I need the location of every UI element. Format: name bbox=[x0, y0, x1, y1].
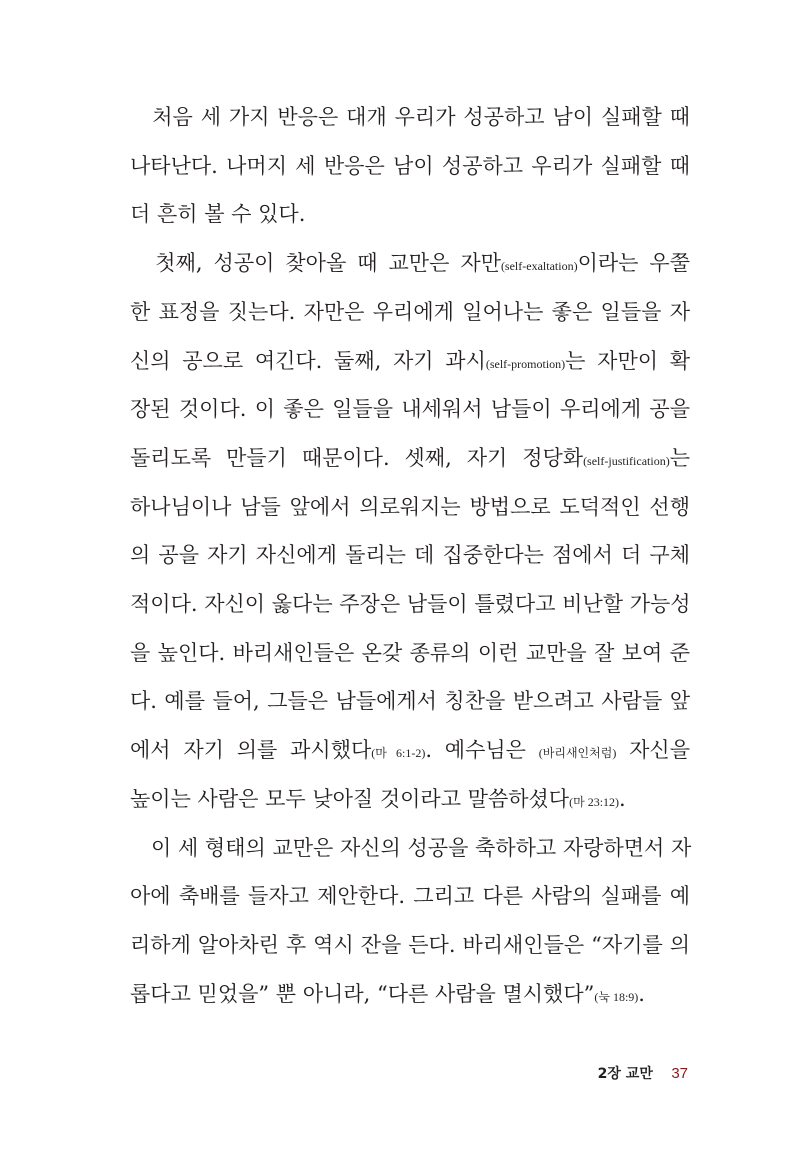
text-segment: 신의 공으로 여긴다. 둘째, 자기 과시 bbox=[130, 348, 486, 373]
citation: (마 23:12) bbox=[569, 794, 620, 809]
text-segment: 아에 축배를 들자고 제안한다. 그리고 다른 사람의 실패를 예 bbox=[130, 884, 690, 909]
text-segment: 의 공을 자기 자신에게 돌리는 데 집중한다는 점에서 더 구체 bbox=[130, 543, 690, 568]
citation: (self-justification) bbox=[583, 453, 670, 468]
text-line bbox=[130, 638, 690, 668]
text-line bbox=[130, 881, 690, 911]
text-segment: . bbox=[619, 786, 626, 811]
text-line bbox=[130, 443, 690, 473]
text-segment: 는 bbox=[669, 445, 690, 470]
text-segment: . 예수님은 bbox=[425, 738, 539, 763]
text-line bbox=[130, 199, 690, 229]
chapter-title: 2장 교만 bbox=[597, 1066, 653, 1082]
text-line bbox=[130, 686, 690, 716]
text-segment: 하나님이나 남들 앞에서 의로워지는 방법으로 도덕적인 선행 bbox=[130, 494, 690, 519]
page-number: 37 bbox=[671, 1065, 688, 1082]
text-segment: 높이는 사람은 모두 낮아질 것이라고 말씀하셨다 bbox=[130, 786, 570, 811]
text-segment: 에서 자기 의를 과시했다 bbox=[130, 738, 372, 763]
text-segment: 이 세 형태의 교만은 자신의 성공을 축하하고 자랑하면서 자 bbox=[130, 835, 692, 860]
text-line bbox=[130, 833, 690, 863]
text-line bbox=[130, 394, 690, 424]
text-line bbox=[130, 540, 690, 570]
text-line bbox=[130, 297, 690, 327]
text-line bbox=[130, 492, 690, 522]
citation: (바리새인처럼) bbox=[538, 746, 617, 761]
text-line bbox=[130, 979, 690, 1009]
text-line bbox=[130, 784, 690, 814]
text-line bbox=[130, 735, 690, 765]
text-segment: 더 흔히 볼 수 있다. bbox=[130, 202, 306, 227]
text-line bbox=[130, 346, 690, 376]
text-segment: 첫째, 성공이 찾아올 때 교만은 자만 bbox=[130, 251, 501, 276]
citation: (눅 18:9) bbox=[594, 989, 639, 1004]
text-segment: 나타난다. 나머지 세 반응은 남이 성공하고 우리가 실패할 때 bbox=[130, 153, 690, 178]
text-segment: 롭다고 믿었을” 뿐 아니라, “다른 사람을 멸시했다” bbox=[130, 981, 595, 1006]
page-footer bbox=[598, 1063, 688, 1083]
text-segment: 한 표정을 짓는다. 자만은 우리에게 일어나는 좋은 일들을 자 bbox=[130, 299, 690, 324]
text-line bbox=[130, 151, 690, 181]
text-line bbox=[130, 589, 690, 619]
text-line bbox=[130, 930, 690, 960]
text-line bbox=[130, 248, 690, 278]
text-line bbox=[130, 102, 690, 132]
text-segment: 적이다. 자신이 옳다는 주장은 남들이 틀렸다고 비난할 가능성 bbox=[130, 592, 691, 616]
text-segment: . bbox=[638, 981, 645, 1006]
text-segment: 리하게 알아차린 후 역시 잔을 든다. 바리새인들은 “자기를 의 bbox=[130, 932, 690, 957]
text-segment: 을 높인다. 바리새인들은 온갖 종류의 이런 교만을 잘 보여 준 bbox=[130, 640, 690, 665]
text-segment: 장된 것이다. 이 좋은 일들을 내세워서 남들이 우리에게 공을 bbox=[130, 397, 690, 422]
citation: (self-exaltation) bbox=[500, 259, 578, 274]
text-segment: 다. 예를 들어, 그들은 남들에게서 칭찬을 받으려고 사람들 앞 bbox=[130, 689, 690, 714]
citation: (마 6:1-2) bbox=[371, 746, 426, 761]
text-segment: 처음 세 가지 반응은 대개 우리가 성공하고 남이 실패할 때 bbox=[130, 105, 690, 129]
text-segment: 돌리도록 만들기 때문이다. 셋째, 자기 정당화 bbox=[130, 445, 584, 470]
text-segment: 자신을 bbox=[616, 738, 690, 763]
citation: (self-promotion) bbox=[485, 356, 566, 371]
text-segment: 는 자만이 확 bbox=[565, 348, 691, 373]
text-segment: 이라는 우쭐 bbox=[577, 251, 690, 276]
